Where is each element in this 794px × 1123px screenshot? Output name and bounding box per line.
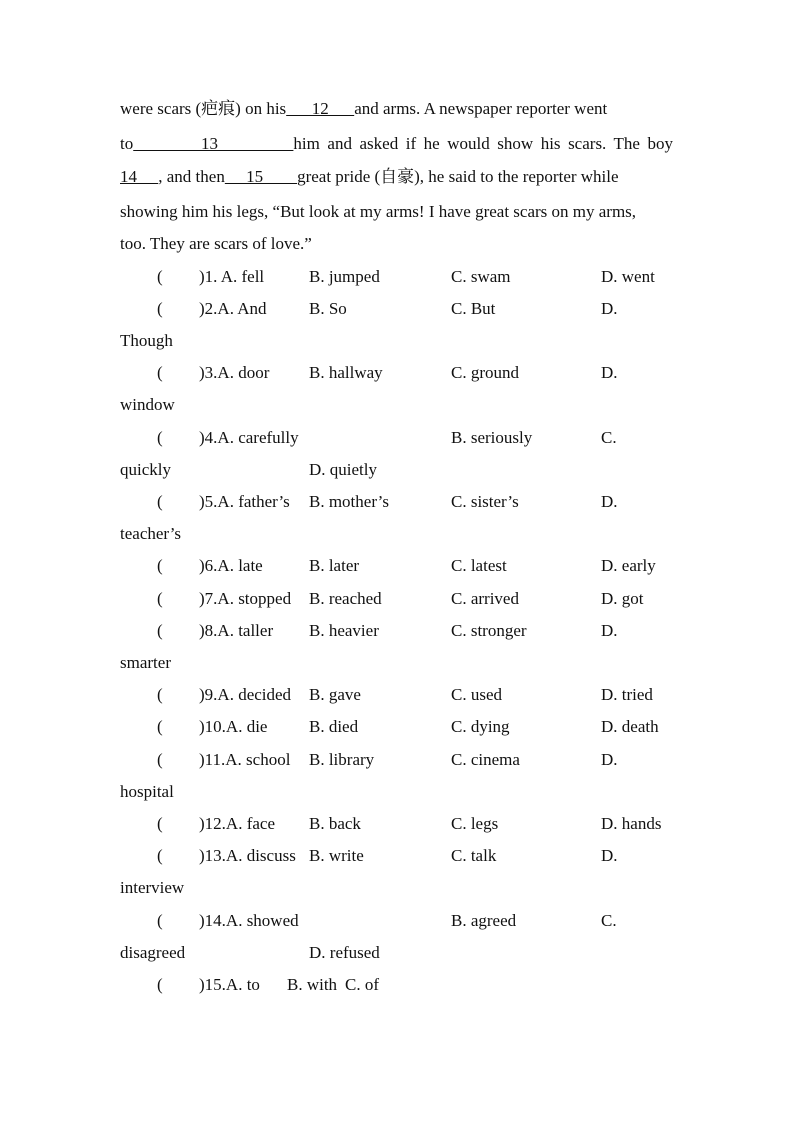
answer-bracket: (	[157, 975, 163, 994]
option-d-text: hospital	[120, 782, 174, 801]
option-c: C. sister’s	[451, 492, 519, 511]
answer-bracket: (	[157, 717, 163, 736]
option-d: D. got	[601, 589, 644, 608]
blank-15: 15	[224, 167, 298, 186]
passage-line-3	[120, 166, 673, 188]
passage-text: him and asked if he would show his scars. The boy	[293, 134, 673, 153]
option-d: D.	[601, 846, 618, 865]
option-a: )15.A. to	[199, 975, 260, 994]
option-a: )11.A. school	[199, 750, 291, 769]
option-d: D.	[601, 363, 618, 382]
option-b: B. library	[309, 750, 375, 769]
option-b: B. So	[309, 299, 347, 318]
passage-text: showing him his legs, “But look at my arms! I have great scars on my arms,	[120, 202, 637, 221]
answer-bracket: (	[157, 267, 163, 286]
option-a: )7.A. stopped	[199, 589, 292, 608]
blank-14: 14	[120, 167, 159, 186]
option-d: D.	[601, 492, 618, 511]
option-a: )9.A. decided	[199, 685, 292, 704]
option-c: C. used	[451, 685, 502, 704]
option-c: C. talk	[451, 846, 497, 865]
option-c: C. legs	[451, 814, 499, 833]
option-a: )10.A. die	[199, 717, 268, 736]
option-a: )4.A. carefully	[199, 428, 299, 447]
option-c: C. dying	[451, 717, 510, 736]
option-a: )6.A. late	[199, 556, 263, 575]
answer-bracket: (	[157, 299, 163, 318]
blank-13: 13	[133, 134, 294, 153]
option-b: B. seriously	[451, 428, 533, 447]
answer-bracket: (	[157, 492, 163, 511]
option-d: D. death	[601, 717, 659, 736]
answer-bracket: (	[157, 363, 163, 382]
passage-line-1	[120, 98, 673, 120]
option-a: )13.A. discuss	[199, 846, 296, 865]
option-c-text: quickly	[120, 460, 171, 479]
passage-line-4	[120, 201, 673, 223]
option-c-text: disagreed	[120, 943, 186, 962]
option-a: )2.A. And	[199, 299, 267, 318]
option-d: D. went	[601, 267, 655, 286]
option-d: D.	[601, 299, 618, 318]
option-d: D. tried	[601, 685, 653, 704]
blank-12: 12	[286, 99, 355, 118]
option-b: B. heavier	[309, 621, 379, 640]
option-a: )5.A. father’s	[199, 492, 290, 511]
option-c: C. latest	[451, 556, 507, 575]
answer-bracket: (	[157, 846, 163, 865]
option-d-text: Though	[120, 331, 173, 350]
answer-bracket: (	[157, 589, 163, 608]
option-d: D. early	[601, 556, 656, 575]
option-b: B. later	[309, 556, 360, 575]
passage-text: , and then	[158, 167, 225, 186]
passage-text: too. They are scars of love.”	[120, 234, 312, 253]
answer-bracket: (	[157, 621, 163, 640]
option-c: C. arrived	[451, 589, 519, 608]
option-a: )8.A. taller	[199, 621, 274, 640]
answer-bracket: (	[157, 750, 163, 769]
passage-text: great pride (自豪), he said to the reporter while	[297, 167, 619, 186]
option-a: )14.A. showed	[199, 911, 299, 930]
option-c: C.	[601, 911, 617, 930]
passage-line-2	[120, 133, 673, 155]
option-b: B. mother’s	[309, 492, 389, 511]
option-b: B. agreed	[451, 911, 517, 930]
option-d-text: smarter	[120, 653, 171, 672]
answer-bracket: (	[157, 814, 163, 833]
option-d: D. hands	[601, 814, 662, 833]
option-d-text: teacher’s	[120, 524, 182, 543]
option-b: B. write	[309, 846, 364, 865]
option-b: B. died	[309, 717, 359, 736]
answer-bracket: (	[157, 685, 163, 704]
passage-line-5	[120, 233, 673, 255]
passage-text: were scars (疤痕) on his	[120, 99, 287, 118]
option-d: D. quietly	[309, 460, 377, 479]
option-c: C. of	[345, 975, 379, 994]
option-d: D. refused	[309, 943, 380, 962]
answer-bracket: (	[157, 911, 163, 930]
option-c: C. cinema	[451, 750, 520, 769]
answer-bracket: (	[157, 428, 163, 447]
option-b: B. gave	[309, 685, 361, 704]
option-d-text: interview	[120, 878, 185, 897]
option-c: C. But	[451, 299, 496, 318]
option-d: D.	[601, 750, 618, 769]
option-d-text: window	[120, 395, 175, 414]
answer-bracket: (	[157, 556, 163, 575]
passage-text: and arms. A newspaper reporter went	[354, 99, 608, 118]
option-c: C. stronger	[451, 621, 527, 640]
option-b: B. hallway	[309, 363, 383, 382]
option-c: C. swam	[451, 267, 511, 286]
option-a: )12.A. face	[199, 814, 275, 833]
option-b: B. jumped	[309, 267, 380, 286]
option-b: B. back	[309, 814, 361, 833]
option-a: )1. A. fell	[199, 267, 265, 286]
passage-text: to	[120, 134, 134, 153]
option-c: C. ground	[451, 363, 519, 382]
option-d: D.	[601, 621, 618, 640]
option-c: C.	[601, 428, 617, 447]
option-b: B. reached	[309, 589, 382, 608]
option-b: B. with	[287, 975, 338, 994]
option-a: )3.A. door	[199, 363, 270, 382]
